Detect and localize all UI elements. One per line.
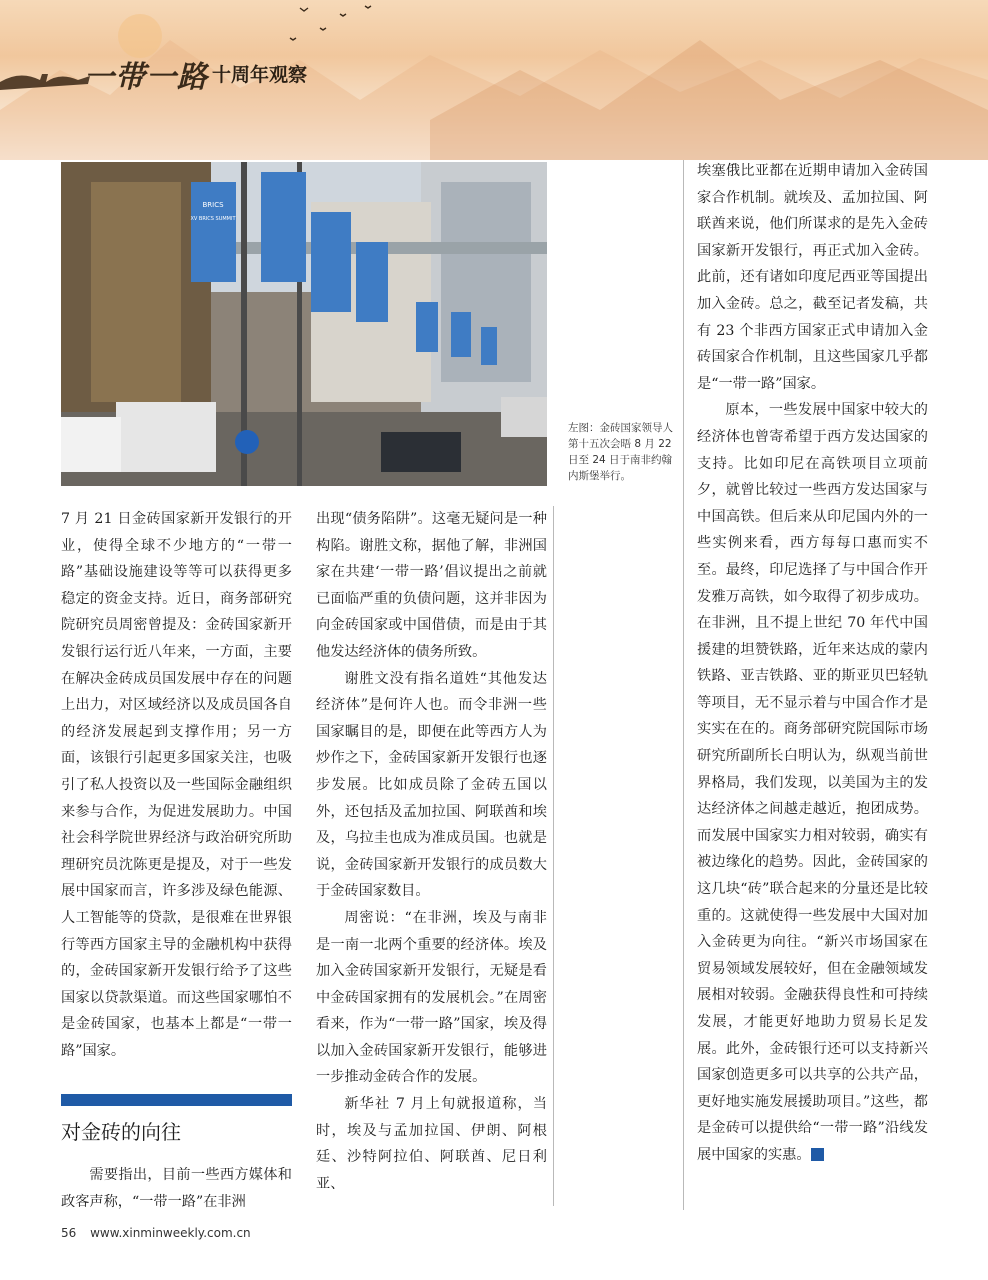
paragraph: 周密说：“在非洲，埃及与南非是一南一北两个重要的经济体。埃及加入金砖国家新开发银行，无疑是看中金砖国家拥有的发展机会。”在周密看来，作为“一带一路”国家，埃及得以加入金砖国家新开发银行，能够进一步推动金砖合作的发展。 [316,909,547,1086]
paragraph: 出现“债务陷阱”。这毫无疑问是一种构陷。谢胜文称，据他了解，非洲国家在共建‘一带一路’倡议提出之前就已面临严重的负债问题，这并非因为向金砖国家或中国借债，而是由于其他发达经济体的债务所致。 [316,511,547,660]
series-subtitle: 十周年观察 [212,64,308,86]
paragraph: 埃塞俄比亚都在近期申请加入金砖国家合作机制。就埃及、孟加拉国、阿联酋来说，他们所谋求的是先入金砖国家新开发银行，再正式加入金砖。此前，还有诸如印度尼西亚等国提出加入金砖。总之，截至记者发稿，共有 23 个非西方国家正式申请加入金砖国家合作机制，且这些国家几乎都是“一带一路”国家。 [697,163,928,392]
column-divider [553,506,554,1206]
paragraph [697,397,928,1168]
paragraph: 新华社 7 月上旬就报道称，当时，埃及与孟加拉国、伊朗、阿根廷、沙特阿拉伯、阿联酋、尼日利亚、 [316,1096,547,1192]
photo-caption: 左图：金砖国家领导人第十五次会晤 8 月 22 日至 24 日于南非约翰内斯堡举行。 [568,422,673,482]
page-number: 56 [61,1226,77,1240]
series-logo: 一带一路 [84,60,208,95]
paragraph: 7 月 21 日金砖国家新开发银行的开业，使得全球不少地方的“一带一路”基础设施建设等等可以获得更多稳定的资金支持。近日，商务部研究院研究员周密曾提及：金砖国家新开发银行运行近八年来，一方面，主要在解决金砖成员国发展中存在的问题上出力，对区域经济以及成员国各自的经济发展起到支撑作用；另一方面，该银行引起更多国家关注，也吸引了私人投资以及一些国际金融组织来参与合作，为促进发展助力。中国社会科学院世界经济与政治研究所助理研究员沈陈更是提及，对于一些发展中国家而言，许多涉及绿色能源、人工智能等的贷款，是很难在世界银行等西方国家主导的金融机构中获得的，金砖国家新开发银行给予了这些国家以贷款渠道。而这些国家哪怕不是金砖国家，也基本上都是“一带一路”国家。 [61,511,292,1059]
paragraph-text: 原本，一些发展中国家中较大的经济体也曾寄希望于西方发达国家的支持。比如印尼在高铁项目立项前夕，就曾比较过一些西方发达国家与中国高铁。但后来从印尼国内外的一些实例来看，西方每每口惠而实不至。最终，印尼选择了与中国合作开发雅万高铁，如今取得了初步成功。在非洲，且不提上世纪 70 年代中国援建的坦赞铁路，近年来达成的蒙内铁路、亚吉铁路、亚的斯亚贝巴轻轨等项目，无不显示着与中国合作才是实实在在的。商务部研究院国际市场研究所副所长白明认为，纵观当前世界格局，我们发现，以美国为主的发达经济体之间越走越近，抱团成势。而发展中国家实力相对较弱，确实有被边缘化的趋势。因此，金砖国家的这几块“砖”联合起来的分量还是比较重的。这就使得一些发展中大国对加入金砖更为向往。“新兴市场国家在贸易领域发展较好，但在金融领域发展相对较弱。金融获得良性和可持续发展，才能更好地助力贸易长足发展。此外，金砖银行还可以支持新兴国家创造更多可以共享的公共产品，更好地实施发展援助项目。”这些，都是金砖可以提供给“一带一路”沿线发展中国家的实惠。 [697,402,928,1163]
article-column-1b [61,1162,292,1215]
website: www.xinminweekly.com.cn [90,1226,251,1240]
column-divider [683,160,684,1210]
end-mark-icon: 民 [811,1148,824,1161]
brics-summit-photo [61,162,547,486]
article-column-3 [697,158,928,1169]
article-column-1 [61,506,292,1064]
banner-text: BRICS [202,201,224,209]
page-footer [61,1226,251,1240]
article-column-2 [316,506,547,1197]
paragraph: 谢胜文没有指名道姓“其他发达经济体”是何许人也。而令非洲一些国家瞩目的是，即便在此等西方人为炒作之下，金砖国家新开发银行也逐步发展。比如成员除了金砖五国以外，还包括及孟加拉国、阿联酋和埃及，乌拉圭也成为准成员国。也就是说，金砖国家新开发银行的成员数大于金砖国家数目。 [316,670,547,900]
banner-sub: XV BRICS SUMMIT [190,216,236,222]
section-title: 对金砖的向往 [61,1120,181,1144]
paragraph: 需要指出，目前一些西方媒体和政客声称，“一带一路”在非洲 [61,1167,292,1210]
section-bar [61,1094,292,1106]
header-banner [0,0,988,160]
